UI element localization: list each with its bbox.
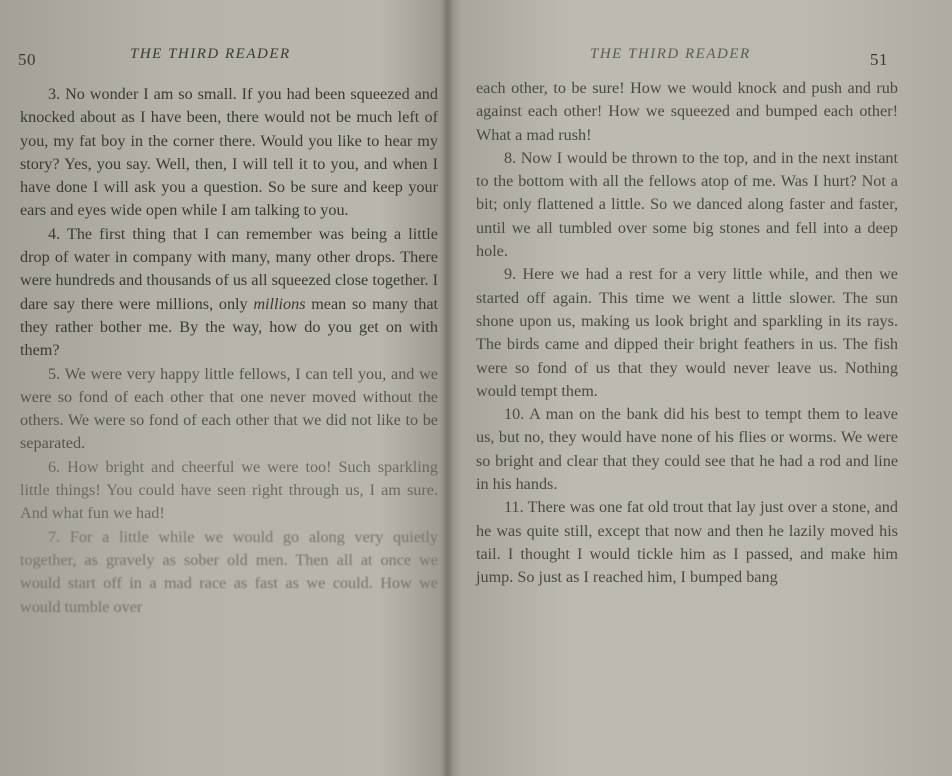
paragraph-number: 6. <box>48 457 61 476</box>
left-running-head: THE THIRD READER <box>130 46 291 62</box>
paragraph-number: 11. <box>504 498 524 517</box>
right-page-number: 51 <box>870 50 888 69</box>
paragraph-5 <box>20 363 438 456</box>
paragraph-3 <box>20 83 438 223</box>
paragraph-number: 4. <box>48 224 61 243</box>
left-page <box>0 0 446 776</box>
paragraph-text: How bright and cheerful we were too! Such sparkling little things! You could have seen right through us, I am sure. And what fun we had! <box>20 457 438 523</box>
paragraph-text: Here we had a rest for a very little while, and then we started off again. This time we went a little slower. The sun shone upon us, making us look bright and sparkling in its rays. The birds came and dipped their bright feathers in us. The fish were so fond of us that they would never leave us. Nothing would tempt them. <box>476 265 898 400</box>
paragraph-number: 10. <box>504 405 525 424</box>
paragraph-7 <box>20 526 438 619</box>
emphasized-word: millions <box>253 294 306 313</box>
paragraph-9 <box>476 263 898 403</box>
paragraph-text: We were very happy little fellows, I can tell you, and we were so fond of each other that one never moved without the others. We were so fond of each other that we did not like to be separated. <box>20 364 438 453</box>
paragraph-number: 9. <box>504 265 517 284</box>
paragraph-text: The first thing that I can remember was being a little drop of water in company with many, many other drops. There were hundreds and thousands of us all squeezed close together. I dare say there were millions, only <box>20 224 438 313</box>
paragraph-4 <box>20 223 438 363</box>
paragraph-6 <box>20 456 438 526</box>
paragraph-number: 5. <box>48 364 61 383</box>
right-running-head: THE THIRD READER <box>590 46 751 62</box>
paragraph-text: A man on the bank did his best to tempt them to leave us, but no, they would have none of his flies or worms. We were so bright and clear that they could see that he had a rod and line in his hands. <box>476 405 898 494</box>
left-body-text <box>20 83 438 619</box>
paragraph-text: mean so many that they rather bother me. By the way, how do you get on with them? <box>20 294 439 360</box>
paragraph-text: Now I would be thrown to the top, and in the next instant to the bottom with all the fellows atop of me. Was I hurt? Not a bit; only flattened a little. So we danced along faster and faster, until we all tumbled over some big stones and fell into a deep hole. <box>476 148 898 261</box>
paragraph-10 <box>476 403 898 496</box>
continuation-paragraph: each other, to be sure! How we would knock and push and rub against each other! How we squeezed and bumped each other! What a mad rush! <box>476 79 898 144</box>
paragraph-number: 3. <box>48 85 61 103</box>
right-body-text <box>476 77 898 590</box>
paragraph-text: There was one fat old trout that lay just over a stone, and he was quite still, except that now and then he lazily moved his tail. I thought I would tickle him as I passed, and make him jump. So just as I reached him, I bumped bang <box>476 498 898 587</box>
paragraph-text: For a little while we would go along very quietly together, as gravely as sober old men. Then all at once we would start off in a mad race as fast as we could. How we would tumble over <box>20 527 438 616</box>
left-page-number: 50 <box>18 50 36 69</box>
paragraph-11 <box>476 496 898 589</box>
paragraph-8 <box>476 147 898 263</box>
paragraph-number: 8. <box>504 148 517 167</box>
paragraph-number: 7. <box>48 527 61 546</box>
paragraph-text: No wonder I am so small. If you had been squeezed and knocked about as I have been, there would not be much left of you, my fat boy in the corner there. Would you like to hear my story? Yes, you say. Well, then, I will tell it to you, and when I have done I will ask you a question. So be sure and keep your ears and eyes wide open while I am talking to you. <box>20 85 438 220</box>
right-page <box>452 0 952 776</box>
